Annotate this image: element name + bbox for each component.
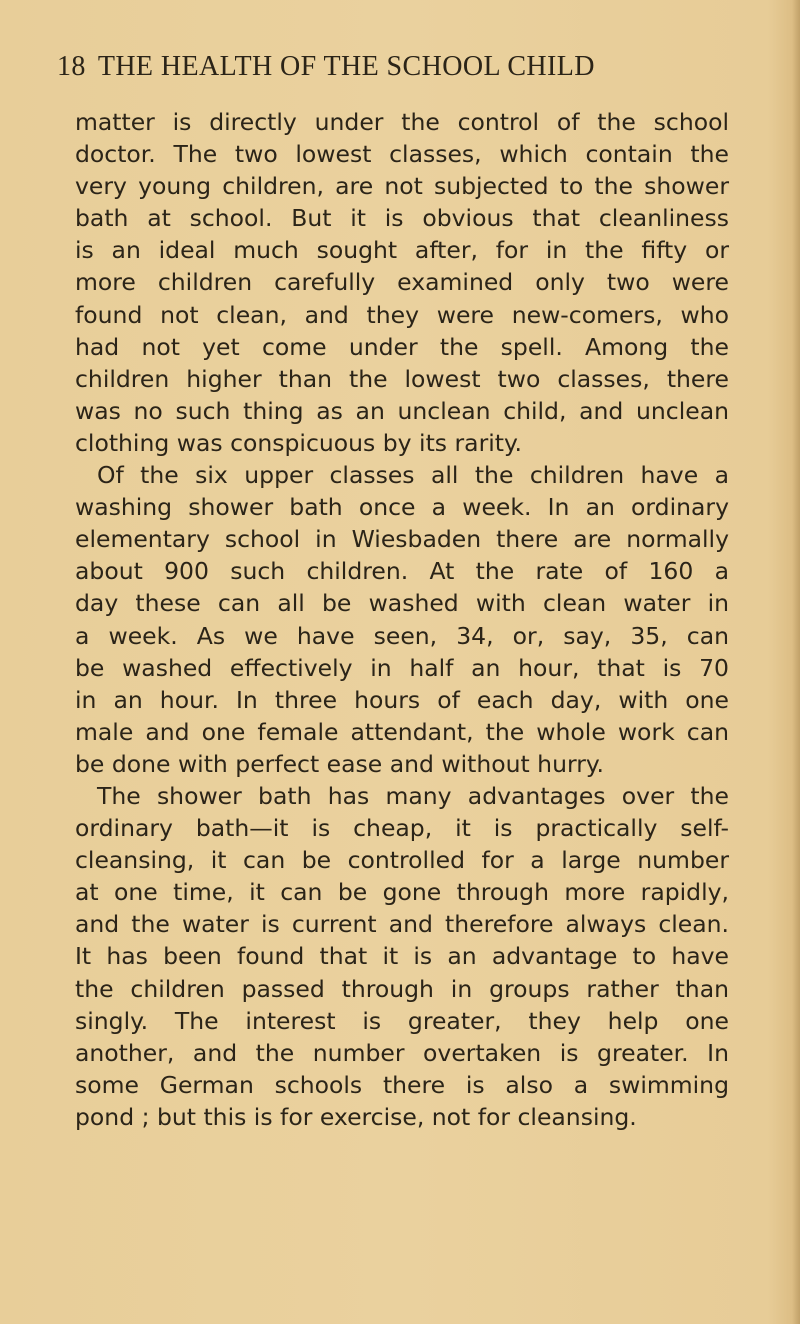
text-line: children higher than the lowest two classes, there <box>75 364 729 393</box>
body-text <box>75 106 729 1133</box>
text-line: found not clean, and they were new-comers, who <box>75 300 729 329</box>
page-number: 18 <box>57 51 86 82</box>
text-line: a week. As we have seen, 34, or, say, 35, can <box>75 621 729 650</box>
text-line: was no such thing as an unclean child, and unclean <box>75 396 729 425</box>
paragraph <box>75 459 729 780</box>
text-line: another, and the number overtaken is greater. In <box>75 1038 729 1067</box>
paragraph <box>75 780 729 1133</box>
text-line: It has been found that it is an advantage to have <box>75 942 729 971</box>
text-line: cleansing, it can be controlled for a large number <box>75 846 729 875</box>
text-line: washing shower bath once a week. In an ordinary <box>75 493 729 522</box>
text-line: ordinary bath—it is cheap, it is practically self- <box>75 814 729 843</box>
text-line: very young children, are not subjected to the shower <box>75 172 729 201</box>
text-line: be done with perfect ease and without hurry. <box>75 749 604 778</box>
text-line: and the water is current and therefore always clean. <box>75 910 729 939</box>
text-line: in an hour. In three hours of each day, with one <box>75 685 729 714</box>
page-edge-shadow <box>792 0 800 1324</box>
text-line: clothing was conspicuous by its rarity. <box>75 428 523 457</box>
text-line: bath at school. But it is obvious that cleanliness <box>75 204 729 233</box>
text-line: had not yet come under the spell. Among the <box>75 332 729 361</box>
text-line: elementary school in Wiesbaden there are normally <box>75 525 729 554</box>
text-line: is an ideal much sought after, for in the fifty or <box>75 236 729 265</box>
text-line: about 900 such children. At the rate of 160 a <box>75 557 729 586</box>
text-line: the children passed through in groups rather than <box>75 974 729 1003</box>
text-line: The shower bath has many advantages over the <box>97 781 729 810</box>
text-line: be washed effectively in half an hour, that is 70 <box>75 653 729 682</box>
text-line: matter is directly under the control of the school <box>75 108 729 136</box>
text-line: at one time, it can be gone through more rapidly, <box>75 878 729 907</box>
text-line: male and one female attendant, the whole work can <box>75 717 729 746</box>
text-line: singly. The interest is greater, they help one <box>75 1006 729 1035</box>
text-line: Of the six upper classes all the children have a <box>97 461 729 490</box>
text-line: day these can all be washed with clean water in <box>75 589 729 618</box>
running-title: THE HEALTH OF THE SCHOOL CHILD <box>97 51 595 82</box>
running-head <box>57 50 747 84</box>
paragraph <box>75 106 729 459</box>
text-line: some German schools there is also a swimming <box>75 1070 729 1099</box>
text-line: pond ; but this is for exercise, not for cleansing. <box>75 1102 637 1131</box>
text-line: doctor. The two lowest classes, which contain the <box>75 140 729 169</box>
text-line: more children carefully examined only two were <box>75 268 729 297</box>
